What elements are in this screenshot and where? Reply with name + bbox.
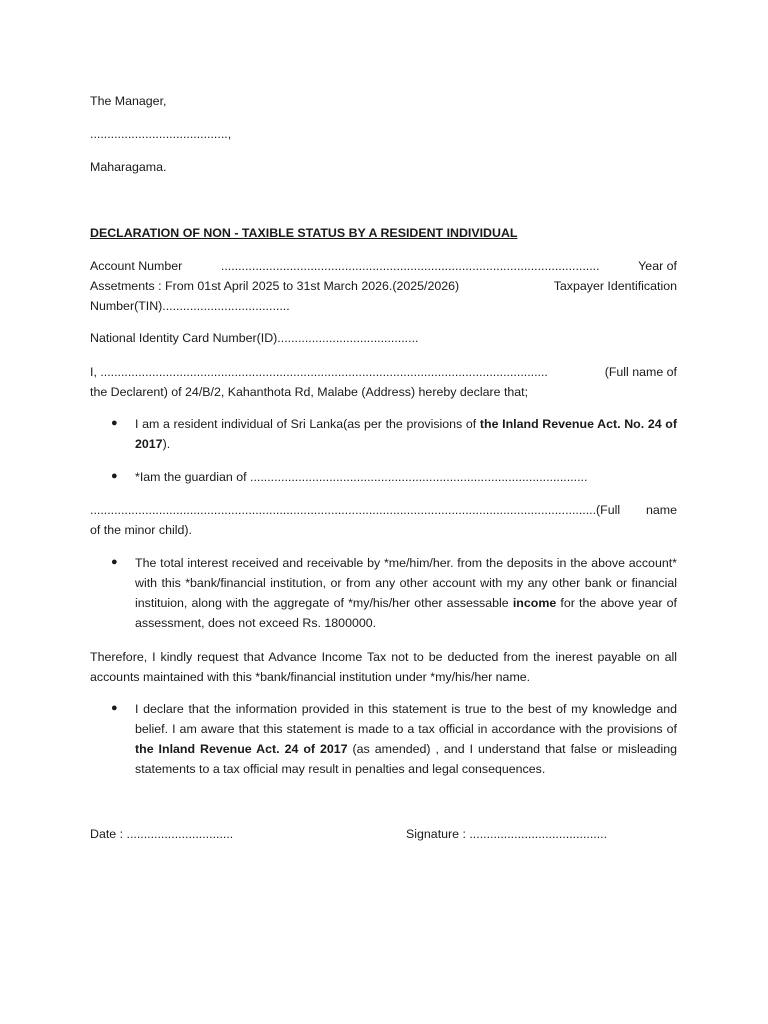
signature-field: Signature : ........................................ bbox=[406, 827, 608, 841]
city: Maharagama. bbox=[90, 160, 167, 174]
assessment-period: Assetments : From 01st April 2025 to 31st March 2026.(2025/2026) bbox=[90, 279, 460, 293]
salutation: The Manager, bbox=[90, 94, 167, 108]
date-field: Date : ............................... bbox=[90, 827, 234, 841]
minor-child-line2: of the minor child). bbox=[90, 523, 192, 537]
bullet-declaration: I declare that the information provided in this statement is true to the best of my knowledge and belief. I am aware that this statement is made to a tax official in accordance with the provisions of the Inland Revenue Act. 24 of 2017 (as amended) , and I understand that false or misleading statements to a tax official may result in penalties and legal consequences. bbox=[135, 702, 677, 776]
year-label: Year of bbox=[638, 259, 677, 273]
act-reference-2: the Inland Revenue Act. 24 of 2017 bbox=[135, 742, 348, 756]
declarant-start: I, bbox=[90, 365, 101, 379]
tin-line: Number(TIN)..................................... bbox=[90, 299, 290, 313]
nic-line: National Identity Card Number(ID)......................................... bbox=[90, 331, 419, 345]
account-block bbox=[90, 256, 677, 316]
tin-label: Taxpayer Identification bbox=[553, 279, 677, 293]
account-number-dots: .............................................................................................................. bbox=[220, 259, 600, 273]
minor-child-dots: ...................................................................................................................................................(Full bbox=[90, 503, 621, 517]
declarant-address-line: the Declarent) of 24/B/2, Kahanthota Rd, Malabe (Address) hereby declare that; bbox=[90, 385, 529, 399]
income-bold: income bbox=[512, 596, 557, 610]
bullet-icon: ● bbox=[111, 470, 118, 482]
account-number-label: Account Number bbox=[90, 259, 183, 273]
bullet-resident: I am a resident individual of Sri Lanka(as per the provisions of the Inland Revenue Act. No. 24 of 2017). bbox=[135, 417, 677, 451]
bullet-icon: ● bbox=[111, 556, 118, 568]
declarant-name-dots: .................................................................................................................................. bbox=[100, 365, 548, 379]
bullet-icon: ● bbox=[111, 417, 118, 429]
act-reference: the Inland Revenue Act. No. 24 of 2017 bbox=[135, 417, 677, 451]
minor-child-paragraph bbox=[90, 500, 677, 540]
branch-blank: ........................................, bbox=[90, 127, 232, 141]
minor-child-name-word: name bbox=[646, 503, 677, 517]
declarant-paragraph bbox=[90, 362, 677, 402]
bullet-interest: The total interest received and receivable by *me/him/her. from the deposits in the above account* with this *bank/financial institution, or from any other account with my any other bank or financial instituion, along with the aggregate of *my/his/her other assessable income for the above year of assessment, does not exceed Rs. 1800000. bbox=[135, 556, 677, 630]
bullet-icon: ● bbox=[111, 702, 118, 714]
declarant-full-name-label: (Full name of bbox=[604, 365, 677, 379]
document-title: DECLARATION OF NON - TAXIBLE STATUS BY A RESIDENT INDIVIDUAL bbox=[90, 226, 518, 240]
bullet-guardian: *Iam the guardian of .................................................................................................. bbox=[135, 470, 588, 484]
request-paragraph: Therefore, I kindly request that Advance Income Tax not to be deducted from the inerest payable on all accounts maintained with this *bank/financial institution under *my/his/her name. bbox=[90, 650, 677, 684]
